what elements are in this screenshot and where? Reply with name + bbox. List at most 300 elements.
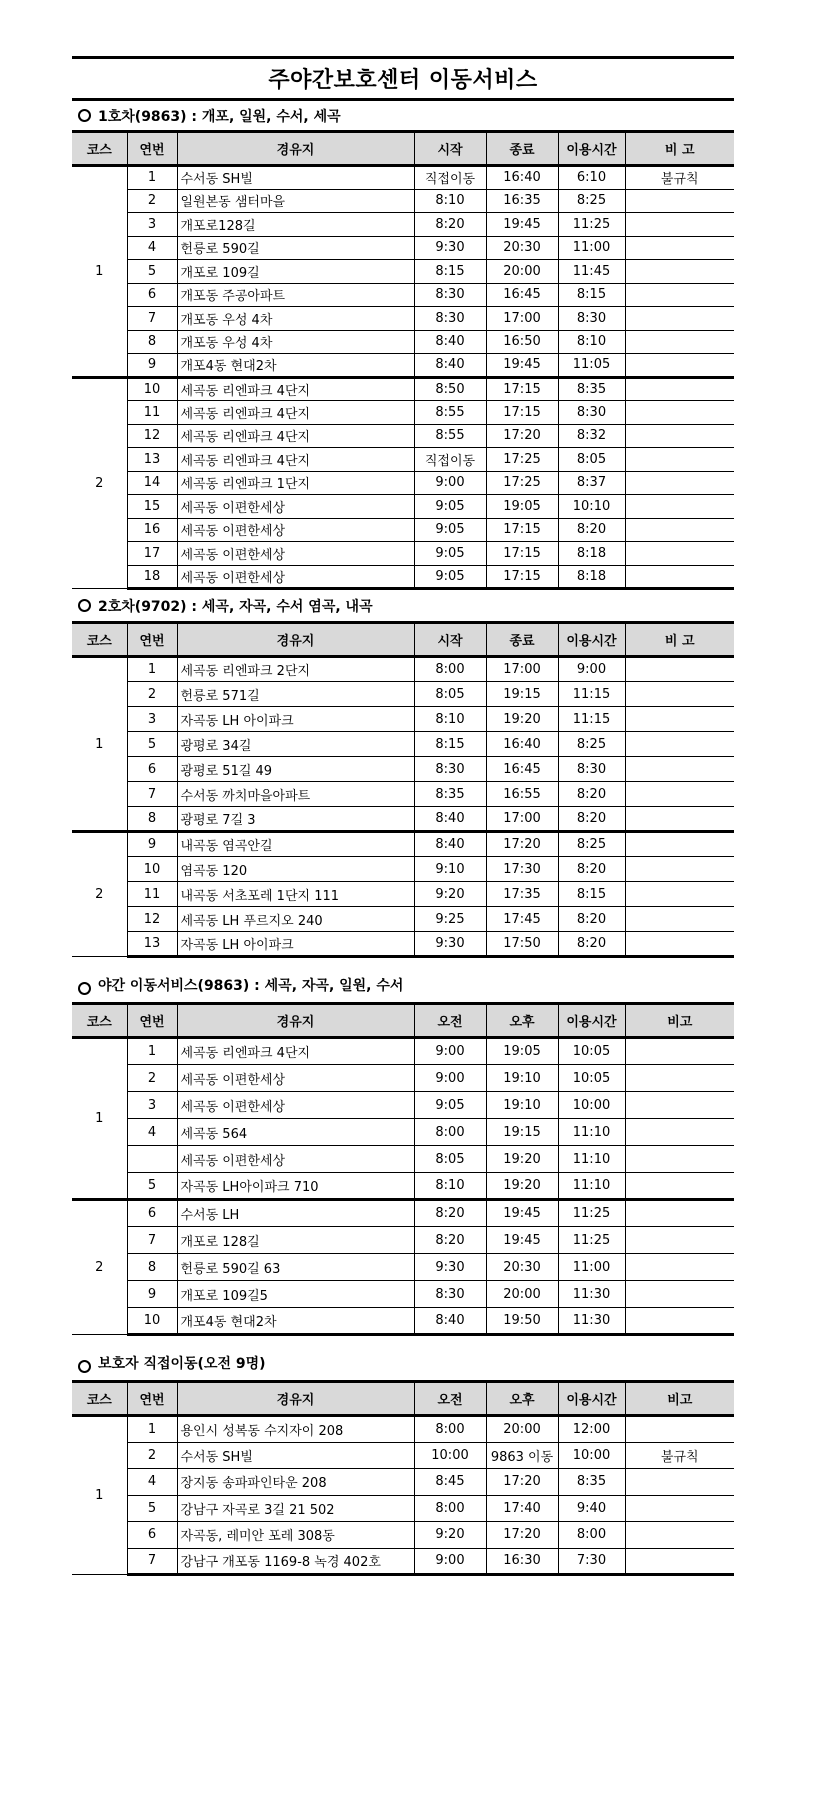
note-cell <box>625 1038 734 1065</box>
seq-cell: 5 <box>127 260 177 284</box>
route-cell: 세곡동 이편한세상 <box>177 1092 414 1119</box>
note-cell <box>625 882 734 907</box>
route-cell: 자곡동 LH 아이파크 <box>177 707 414 732</box>
route-cell: 세곡동 LH 푸르지오 240 <box>177 907 414 932</box>
duration-cell: 8:37 <box>558 471 625 495</box>
table-row <box>72 1548 734 1575</box>
start-cell: 10:00 <box>414 1442 486 1469</box>
table-row <box>72 1281 734 1308</box>
table-row <box>72 707 734 732</box>
start-cell: 9:00 <box>414 1548 486 1575</box>
route-cell: 자곡동 LH아이파크 710 <box>177 1173 414 1200</box>
table-row <box>72 732 734 757</box>
note-cell <box>625 907 734 932</box>
note-cell <box>625 1469 734 1496</box>
start-cell: 8:55 <box>414 424 486 448</box>
seq-cell: 7 <box>127 782 177 807</box>
start-cell: 8:45 <box>414 1469 486 1496</box>
route-cell: 헌릉로 590길 63 <box>177 1254 414 1281</box>
duration-cell: 8:32 <box>558 424 625 448</box>
note-cell <box>625 857 734 882</box>
route-cell: 세곡동 이편한세상 <box>177 1146 414 1173</box>
route-cell: 일원본동 샘터마을 <box>177 189 414 213</box>
end-cell: 17:40 <box>486 1495 558 1522</box>
seq-cell: 2 <box>127 1065 177 1092</box>
start-cell: 8:40 <box>414 1308 486 1335</box>
seq-cell: 12 <box>127 907 177 932</box>
start-cell: 8:40 <box>414 832 486 857</box>
table-row <box>72 1200 734 1227</box>
column-header-route: 경유지 <box>177 1382 414 1416</box>
note-cell <box>625 1281 734 1308</box>
start-cell: 9:25 <box>414 907 486 932</box>
duration-cell: 8:30 <box>558 307 625 331</box>
column-header-start: 시작 <box>414 132 486 166</box>
seq-cell: 8 <box>127 807 177 832</box>
table-row <box>72 782 734 807</box>
route-cell: 내곡동 염곡안길 <box>177 832 414 857</box>
start-cell: 9:30 <box>414 236 486 260</box>
route-cell: 광평로 51길 49 <box>177 757 414 782</box>
start-cell: 8:55 <box>414 401 486 425</box>
note-cell <box>625 832 734 857</box>
start-cell: 8:10 <box>414 189 486 213</box>
seq-cell: 6 <box>127 1200 177 1227</box>
seq-cell: 11 <box>127 882 177 907</box>
seq-cell: 3 <box>127 213 177 237</box>
end-cell: 16:35 <box>486 189 558 213</box>
end-cell: 20:30 <box>486 236 558 260</box>
duration-cell: 8:20 <box>558 932 625 957</box>
note-cell <box>625 189 734 213</box>
section-heading-text: 1호차(9863) : 개포, 일원, 수서, 세곡 <box>98 108 341 125</box>
end-cell: 17:45 <box>486 907 558 932</box>
duration-cell: 11:00 <box>558 236 625 260</box>
route-cell: 수서동 SH빌 <box>177 166 414 190</box>
table-row <box>72 1416 734 1443</box>
duration-cell: 8:35 <box>558 377 625 401</box>
table-row <box>72 213 734 237</box>
start-cell: 8:20 <box>414 213 486 237</box>
route-cell: 개포4동 현대2차 <box>177 354 414 378</box>
note-cell <box>625 932 734 957</box>
table-row <box>72 495 734 519</box>
course-cell: 2 <box>72 1200 127 1335</box>
note-cell <box>625 807 734 832</box>
end-cell: 17:15 <box>486 542 558 566</box>
section-heading-text: 야간 이동서비스(9863) : 세곡, 자곡, 일원, 수서 <box>98 978 404 994</box>
duration-cell: 8:20 <box>558 857 625 882</box>
seq-cell: 9 <box>127 1281 177 1308</box>
seq-cell: 13 <box>127 932 177 957</box>
column-header-course: 코스 <box>72 132 127 166</box>
end-cell: 17:20 <box>486 832 558 857</box>
note-cell <box>625 1146 734 1173</box>
end-cell: 16:45 <box>486 757 558 782</box>
schedule-document <box>72 56 734 1576</box>
duration-cell: 11:10 <box>558 1173 625 1200</box>
table-header-row <box>72 623 734 657</box>
end-cell: 17:20 <box>486 1522 558 1549</box>
table-row <box>72 1227 734 1254</box>
section-heading-text: 2호차(9702) : 세곡, 자곡, 수서 염곡, 내곡 <box>98 598 373 615</box>
table-row <box>72 1442 734 1469</box>
document-title: 주야간보호센터 이동서비스 <box>72 56 734 101</box>
duration-cell: 11:25 <box>558 1227 625 1254</box>
column-header-seq: 연번 <box>127 1382 177 1416</box>
start-cell: 9:05 <box>414 495 486 519</box>
start-cell: 8:35 <box>414 782 486 807</box>
route-cell: 세곡동 이편한세상 <box>177 1065 414 1092</box>
end-cell: 17:00 <box>486 807 558 832</box>
end-cell: 20:00 <box>486 1416 558 1443</box>
table-row <box>72 1254 734 1281</box>
note-cell <box>625 377 734 401</box>
duration-cell: 11:45 <box>558 260 625 284</box>
seq-cell: 10 <box>127 1308 177 1335</box>
end-cell: 19:15 <box>486 1119 558 1146</box>
end-cell: 19:20 <box>486 707 558 732</box>
note-cell <box>625 401 734 425</box>
circle-bullet-icon <box>78 599 91 612</box>
table-row <box>72 565 734 589</box>
end-cell: 17:15 <box>486 518 558 542</box>
start-cell: 8:15 <box>414 260 486 284</box>
table-row <box>72 542 734 566</box>
route-cell: 세곡동 이편한세상 <box>177 518 414 542</box>
start-cell: 직접이동 <box>414 166 486 190</box>
table-row <box>72 882 734 907</box>
duration-cell: 11:10 <box>558 1146 625 1173</box>
route-cell: 세곡동 이편한세상 <box>177 542 414 566</box>
duration-cell: 10:00 <box>558 1092 625 1119</box>
duration-cell: 8:10 <box>558 330 625 354</box>
start-cell: 직접이동 <box>414 448 486 472</box>
note-cell <box>625 757 734 782</box>
table-row <box>72 1119 734 1146</box>
seq-cell: 4 <box>127 1119 177 1146</box>
seq-cell: 10 <box>127 857 177 882</box>
end-cell: 16:40 <box>486 732 558 757</box>
end-cell: 20:30 <box>486 1254 558 1281</box>
note-cell <box>625 1548 734 1575</box>
table-row <box>72 189 734 213</box>
table-header-row <box>72 132 734 166</box>
column-header-duration: 이용시간 <box>558 1004 625 1038</box>
duration-cell: 8:20 <box>558 807 625 832</box>
column-header-note: 비고 <box>625 1004 734 1038</box>
table-row <box>72 1522 734 1549</box>
column-header-route: 경유지 <box>177 1004 414 1038</box>
start-cell: 8:00 <box>414 657 486 682</box>
seq-cell: 2 <box>127 189 177 213</box>
end-cell: 19:15 <box>486 682 558 707</box>
table-row <box>72 1308 734 1335</box>
schedule-table <box>72 1380 734 1576</box>
note-cell <box>625 495 734 519</box>
section-heading <box>72 1336 734 1380</box>
seq-cell: 3 <box>127 1092 177 1119</box>
duration-cell: 7:30 <box>558 1548 625 1575</box>
column-header-course: 코스 <box>72 1382 127 1416</box>
end-cell: 16:30 <box>486 1548 558 1575</box>
column-header-duration: 이용시간 <box>558 132 625 166</box>
route-cell: 세곡동 리엔파크 4단지 <box>177 1038 414 1065</box>
route-cell: 세곡동 이편한세상 <box>177 495 414 519</box>
seq-cell: 17 <box>127 542 177 566</box>
route-cell: 광평로 7길 3 <box>177 807 414 832</box>
duration-cell: 8:00 <box>558 1522 625 1549</box>
table-row <box>72 1146 734 1173</box>
duration-cell: 11:15 <box>558 707 625 732</box>
course-cell: 1 <box>72 166 127 378</box>
column-header-note: 비 고 <box>625 623 734 657</box>
seq-cell: 8 <box>127 330 177 354</box>
column-header-seq: 연번 <box>127 1004 177 1038</box>
seq-cell: 15 <box>127 495 177 519</box>
start-cell: 8:05 <box>414 682 486 707</box>
schedule-table <box>72 1002 734 1336</box>
end-cell: 16:55 <box>486 782 558 807</box>
route-cell: 자곡동, 레미안 포레 308동 <box>177 1522 414 1549</box>
end-cell: 20:00 <box>486 260 558 284</box>
seq-cell: 16 <box>127 518 177 542</box>
seq-cell: 6 <box>127 757 177 782</box>
seq-cell: 8 <box>127 1254 177 1281</box>
route-cell: 수서동 SH빌 <box>177 1442 414 1469</box>
seq-cell: 1 <box>127 1038 177 1065</box>
note-cell <box>625 448 734 472</box>
table-row <box>72 260 734 284</box>
duration-cell: 8:25 <box>558 832 625 857</box>
route-cell: 세곡동 리엔파크 4단지 <box>177 377 414 401</box>
start-cell: 9:05 <box>414 565 486 589</box>
section-heading <box>72 590 734 621</box>
seq-cell: 2 <box>127 682 177 707</box>
seq-cell: 18 <box>127 565 177 589</box>
note-cell <box>625 213 734 237</box>
duration-cell: 8:30 <box>558 757 625 782</box>
note-cell <box>625 1308 734 1335</box>
note-cell <box>625 1173 734 1200</box>
table-row <box>72 932 734 957</box>
end-cell: 19:50 <box>486 1308 558 1335</box>
end-cell: 20:00 <box>486 1281 558 1308</box>
table-row <box>72 471 734 495</box>
seq-cell: 4 <box>127 1469 177 1496</box>
end-cell: 17:20 <box>486 1469 558 1496</box>
duration-cell: 8:15 <box>558 283 625 307</box>
start-cell: 9:20 <box>414 1522 486 1549</box>
schedule-table <box>72 130 734 590</box>
note-cell <box>625 1522 734 1549</box>
note-cell <box>625 565 734 589</box>
duration-cell: 10:05 <box>558 1065 625 1092</box>
route-cell: 세곡동 리엔파크 4단지 <box>177 424 414 448</box>
table-row <box>72 401 734 425</box>
start-cell: 9:00 <box>414 1038 486 1065</box>
duration-cell: 11:30 <box>558 1308 625 1335</box>
route-cell: 세곡동 리엔파크 1단지 <box>177 471 414 495</box>
duration-cell: 8:20 <box>558 907 625 932</box>
note-cell: 불규칙 <box>625 166 734 190</box>
circle-bullet-icon <box>78 1360 91 1373</box>
start-cell: 9:00 <box>414 1065 486 1092</box>
table-row <box>72 448 734 472</box>
end-cell: 17:15 <box>486 377 558 401</box>
duration-cell: 8:15 <box>558 882 625 907</box>
seq-cell: 4 <box>127 236 177 260</box>
note-cell <box>625 1065 734 1092</box>
seq-cell: 3 <box>127 707 177 732</box>
column-header-end: 오후 <box>486 1004 558 1038</box>
note-cell <box>625 518 734 542</box>
duration-cell: 8:05 <box>558 448 625 472</box>
circle-bullet-icon <box>78 109 91 122</box>
table-row <box>72 236 734 260</box>
course-cell: 1 <box>72 1416 127 1575</box>
note-cell <box>625 682 734 707</box>
seq-cell: 5 <box>127 732 177 757</box>
table-row <box>72 1038 734 1065</box>
column-header-seq: 연번 <box>127 132 177 166</box>
sections-container <box>72 101 734 1576</box>
end-cell: 9863 이동 <box>486 1442 558 1469</box>
duration-cell: 11:10 <box>558 1119 625 1146</box>
start-cell: 9:10 <box>414 857 486 882</box>
start-cell: 8:05 <box>414 1146 486 1173</box>
column-header-course: 코스 <box>72 1004 127 1038</box>
note-cell <box>625 782 734 807</box>
route-cell: 개포로 109길5 <box>177 1281 414 1308</box>
route-cell: 내곡동 서초포레 1단지 111 <box>177 882 414 907</box>
note-cell <box>625 657 734 682</box>
start-cell: 8:15 <box>414 732 486 757</box>
start-cell: 8:50 <box>414 377 486 401</box>
table-row <box>72 1092 734 1119</box>
route-cell: 강남구 개포동 1169-8 녹경 402호 <box>177 1548 414 1575</box>
table-row <box>72 518 734 542</box>
note-cell <box>625 1119 734 1146</box>
course-cell: 1 <box>72 657 127 832</box>
table-row <box>72 1495 734 1522</box>
seq-cell: 1 <box>127 1416 177 1443</box>
route-cell: 개포동 우성 4차 <box>177 330 414 354</box>
column-header-route: 경유지 <box>177 623 414 657</box>
table-row <box>72 857 734 882</box>
section-heading <box>72 101 734 130</box>
start-cell: 9:30 <box>414 932 486 957</box>
note-cell <box>625 354 734 378</box>
table-row <box>72 807 734 832</box>
duration-cell: 11:00 <box>558 1254 625 1281</box>
seq-cell: 1 <box>127 657 177 682</box>
column-header-end: 오후 <box>486 1382 558 1416</box>
table-row <box>72 757 734 782</box>
end-cell: 19:20 <box>486 1146 558 1173</box>
start-cell: 9:05 <box>414 1092 486 1119</box>
route-cell: 강남구 자곡로 3길 21 502 <box>177 1495 414 1522</box>
end-cell: 17:25 <box>486 471 558 495</box>
note-cell <box>625 1092 734 1119</box>
start-cell: 8:30 <box>414 757 486 782</box>
end-cell: 19:45 <box>486 354 558 378</box>
start-cell: 9:20 <box>414 882 486 907</box>
end-cell: 17:00 <box>486 657 558 682</box>
table-row <box>72 283 734 307</box>
route-cell: 헌릉로 571길 <box>177 682 414 707</box>
seq-cell: 6 <box>127 283 177 307</box>
column-header-duration: 이용시간 <box>558 623 625 657</box>
route-cell: 수서동 LH <box>177 1200 414 1227</box>
circle-bullet-icon <box>78 982 91 995</box>
note-cell <box>625 424 734 448</box>
table-header-row <box>72 1382 734 1416</box>
course-cell: 2 <box>72 377 127 589</box>
duration-cell: 8:20 <box>558 518 625 542</box>
column-header-route: 경유지 <box>177 132 414 166</box>
end-cell: 17:20 <box>486 424 558 448</box>
seq-cell: 9 <box>127 832 177 857</box>
table-row <box>72 377 734 401</box>
seq-cell: 10 <box>127 377 177 401</box>
note-cell <box>625 1200 734 1227</box>
column-header-course: 코스 <box>72 623 127 657</box>
duration-cell: 12:00 <box>558 1416 625 1443</box>
end-cell: 19:10 <box>486 1065 558 1092</box>
seq-cell: 7 <box>127 1227 177 1254</box>
end-cell: 17:15 <box>486 401 558 425</box>
end-cell: 19:10 <box>486 1092 558 1119</box>
table-row <box>72 166 734 190</box>
seq-cell: 7 <box>127 1548 177 1575</box>
note-cell <box>625 307 734 331</box>
end-cell: 16:50 <box>486 330 558 354</box>
end-cell: 17:15 <box>486 565 558 589</box>
end-cell: 17:00 <box>486 307 558 331</box>
start-cell: 8:00 <box>414 1416 486 1443</box>
start-cell: 9:05 <box>414 518 486 542</box>
start-cell: 8:10 <box>414 1173 486 1200</box>
end-cell: 19:05 <box>486 1038 558 1065</box>
start-cell: 8:40 <box>414 807 486 832</box>
duration-cell: 8:20 <box>558 782 625 807</box>
note-cell <box>625 330 734 354</box>
note-cell: 불규칙 <box>625 1442 734 1469</box>
course-cell: 1 <box>72 1038 127 1200</box>
route-cell: 광평로 34길 <box>177 732 414 757</box>
note-cell <box>625 542 734 566</box>
duration-cell: 11:25 <box>558 1200 625 1227</box>
duration-cell: 8:25 <box>558 189 625 213</box>
start-cell: 8:30 <box>414 1281 486 1308</box>
column-header-duration: 이용시간 <box>558 1382 625 1416</box>
start-cell: 8:10 <box>414 707 486 732</box>
end-cell: 17:25 <box>486 448 558 472</box>
table-row <box>72 657 734 682</box>
seq-cell <box>127 1146 177 1173</box>
table-row <box>72 832 734 857</box>
end-cell: 19:05 <box>486 495 558 519</box>
column-header-end: 종료 <box>486 132 558 166</box>
end-cell: 16:40 <box>486 166 558 190</box>
route-cell: 세곡동 564 <box>177 1119 414 1146</box>
table-row <box>72 1173 734 1200</box>
note-cell <box>625 1227 734 1254</box>
duration-cell: 8:30 <box>558 401 625 425</box>
duration-cell: 10:05 <box>558 1038 625 1065</box>
route-cell: 개포로 128길 <box>177 1227 414 1254</box>
